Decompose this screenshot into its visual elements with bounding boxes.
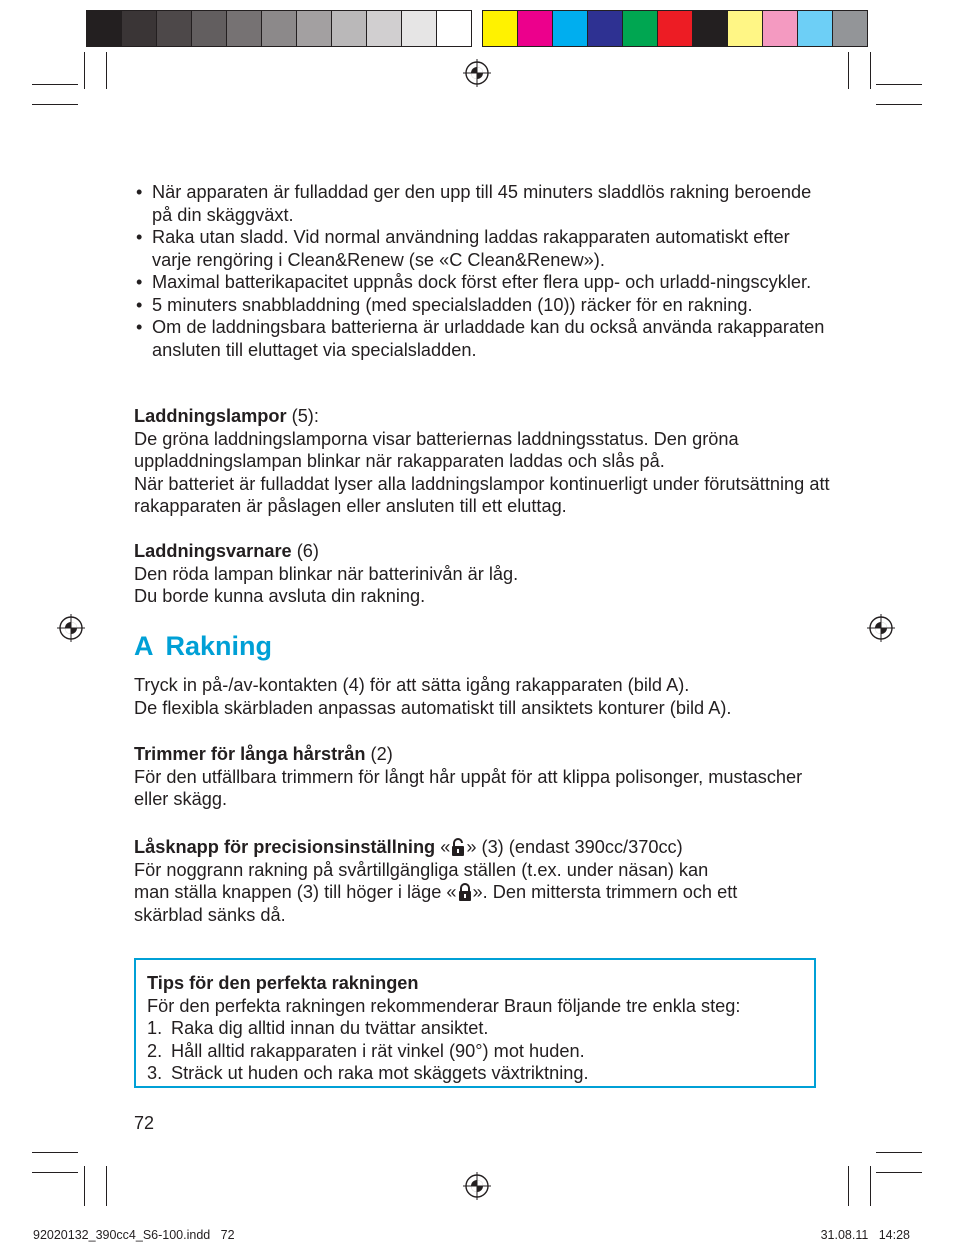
crop-mark [876,1152,922,1153]
section-ref: (5): [286,406,319,426]
section-title: Trimmer för långa hårstrån [134,744,366,764]
unlock-icon [451,838,465,856]
step-text: Håll alltid rakapparaten i rät vinkel (90°) mot huden. [171,1040,585,1061]
list-item [147,1040,803,1063]
section-title: Laddningslampor [134,406,287,426]
color-swatch [121,10,156,47]
color-swatch [622,10,657,47]
color-swatch [762,10,797,47]
section-title: Laddningsvarnare [134,541,292,561]
paragraph: Du borde kunna avsluta din rakning. [134,586,426,606]
crop-mark [848,52,849,89]
color-swatch [517,10,552,47]
paragraph: skärblad sänks då. [134,904,286,925]
footer-file-info: 92020132_390cc4_S6-100.indd 72 [33,1228,235,1242]
section-letter: A [134,631,154,661]
color-swatch [692,10,727,47]
step-number: 2. [147,1040,163,1061]
paragraph: Den röda lampan blinkar när batterinivån är låg. [134,563,519,584]
crop-mark [876,1172,922,1173]
color-swatch [401,10,436,47]
color-swatch [261,10,296,47]
paragraph: ». Den mittersta trimmern och ett [472,882,738,902]
charging-lamps-section [134,405,834,518]
tips-title: Tips för den perfekta rakningen [147,973,419,993]
crop-mark [876,84,922,85]
paragraph: man ställa knappen (3) till höger i läge « [134,882,457,902]
page-number: 72 [134,1113,155,1133]
color-swatch [657,10,692,47]
footer-date: 31.08.11 14:28 [820,1228,910,1242]
process-color-bar [482,10,868,47]
paragraph: För den utfällbara trimmern för långt hår uppåt för att klippa polisonger, mustascher eller skägg. [134,766,803,809]
registration-mark-icon [463,59,491,87]
tips-box [134,958,816,1088]
crop-mark [84,1166,85,1206]
lock-icon [458,883,472,901]
crop-mark [84,52,85,89]
list-item [147,1017,803,1040]
registration-mark-icon [463,1172,491,1200]
section-ref: (2) [365,744,393,764]
color-swatch [331,10,366,47]
page-title [134,631,272,662]
crop-mark [32,1172,78,1173]
grayscale-color-bar [86,10,472,47]
step-number: 3. [147,1063,163,1083]
color-swatch [727,10,762,47]
paragraph: När batteriet är fulladdat lyser alla laddningslampor kontinuerligt under förutsättning att rakapparaten är påslagen eller ansluten till ett eluttag. [134,473,830,516]
tips-intro: För den perfekta rakningen rekommenderar Braun följande tre enkla steg: [147,995,741,1016]
crop-mark [106,52,107,89]
color-swatch [191,10,226,47]
list-item: • Raka utan sladd. Vid normal användning laddas rakapparaten automatiskt efter varje rengöring i Clean&Renew (se «C Clean&Renew»). [134,226,834,271]
crop-mark [32,104,78,105]
paragraph: Tryck in på-/av-kontakten (4) för att sätta igång rakapparaten (bild A). [134,675,690,695]
step-number: 1. [147,1018,163,1038]
registration-mark-icon [57,614,85,642]
step-text: Raka dig alltid innan du tvättar ansiktet. [171,1018,489,1038]
color-swatch [832,10,868,47]
list-item: • När apparaten är fulladdad ger den upp till 45 minuters sladdlös rakning beroende på din skäggväxt. [134,181,834,226]
crop-mark [876,104,922,105]
color-swatch [436,10,472,47]
crop-mark [32,1152,78,1153]
color-swatch [587,10,622,47]
section-ref: » (3) (endast 390cc/370cc) [466,837,683,857]
section-title: Låsknapp för precisionsinställning [134,837,436,857]
list-item: • Om de laddningsbara batterierna är urladdade kan du också använda rakapparaten ansluten till eluttaget via specialsladden. [134,316,834,361]
color-swatch [156,10,191,47]
section-heading-text: Rakning [165,631,273,661]
crop-mark [848,1166,849,1206]
lock-section [134,836,834,926]
section-ref: (6) [291,541,319,561]
color-swatch [797,10,832,47]
charging-warning-section [134,540,834,608]
list-item: • 5 minuters snabbladdning (med specialsladden (10)) räcker för en rakning. [134,294,834,317]
crop-mark [106,1166,107,1206]
color-swatch [86,10,121,47]
color-swatch [552,10,587,47]
battery-bullet-list [134,181,834,361]
trimmer-section [134,743,834,811]
shaving-intro [134,674,834,719]
list-item [147,1062,803,1085]
color-swatch [366,10,401,47]
color-swatch [482,10,517,47]
color-swatch [226,10,261,47]
paragraph: De gröna laddningslamporna visar batteriernas laddningsstatus. Den gröna uppladdningslampan blinkar när rakapparaten laddas och slås på. [134,428,739,471]
list-item: • Maximal batterikapacitet uppnås dock först efter flera upp- och urladd-ningscykler. [134,271,834,294]
paragraph: De flexibla skärbladen anpassas automatiskt till ansiktets konturer (bild A). [134,697,732,718]
paragraph: För noggrann rakning på svårtillgängliga ställen (t.ex. under näsan) kan [134,859,709,880]
crop-mark [32,84,78,85]
color-swatch [296,10,331,47]
crop-mark [870,1166,871,1206]
registration-mark-icon [867,614,895,642]
step-text: Sträck ut huden och raka mot skäggets växtriktning. [171,1063,589,1083]
crop-mark [870,52,871,89]
quote-open: « [435,837,451,857]
